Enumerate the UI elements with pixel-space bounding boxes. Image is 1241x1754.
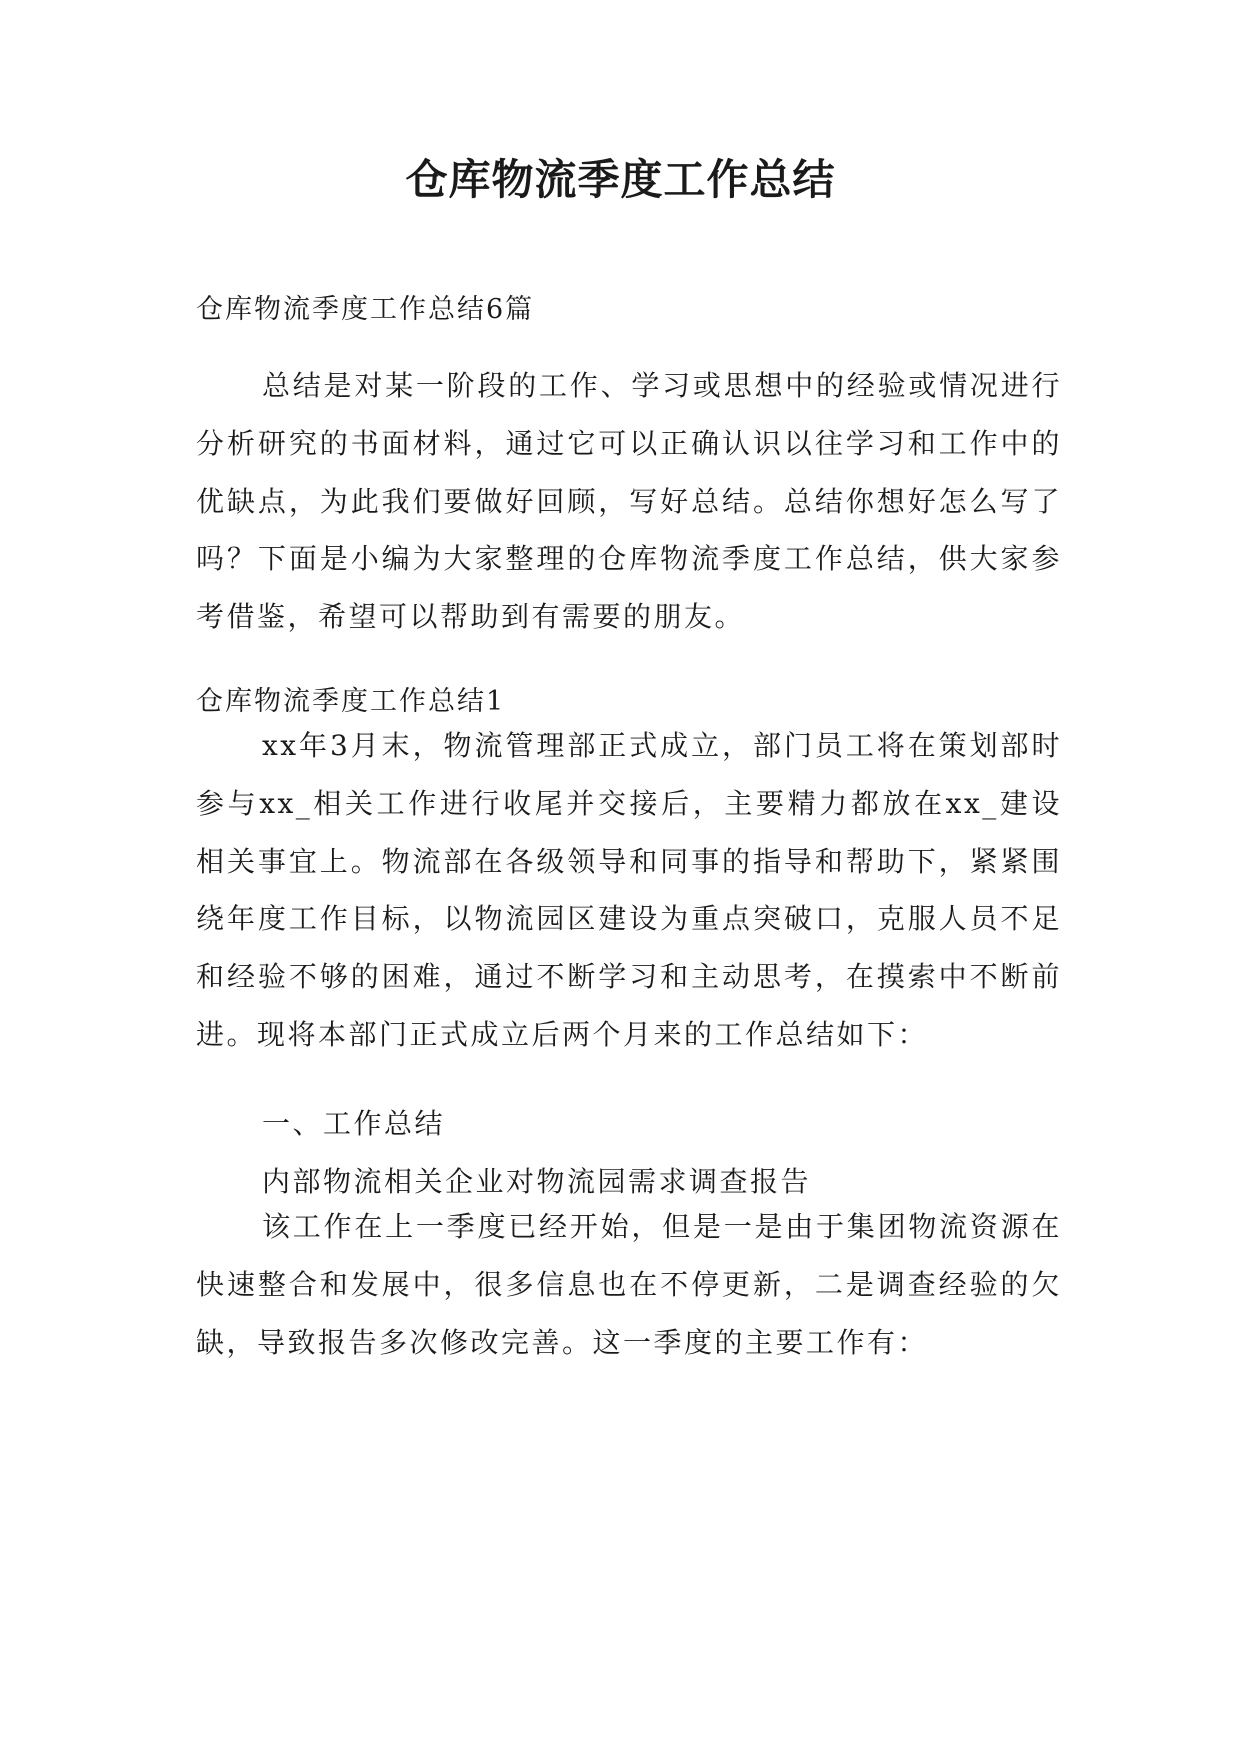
section-1-paragraph: xx年3月末，物流管理部正式成立，部门员工将在策划部时参与xx_相关工作进行收尾并交接后，主要精力都放在xx_建设相关事宜上。物流部在各级领导和同事的指导和帮助下，紧紧围绕年度工作目标，以物流园区建设为重点突破口，克服人员不足和经验不够的困难，通过不断学习和主动思考，在摸索中不断前进。现将本部门正式成立后两个月来的工作总结如下：: [196, 729, 1062, 1051]
document-title: 仓库物流季度工作总结: [405, 155, 836, 204]
part-1-item: 内部物流相关企业对物流园需求调查报告: [262, 1165, 812, 1198]
intro-paragraph: 总结是对某一阶段的工作、学习或思想中的经验或情况进行分析研究的书面材料，通过它可以正确认识以往学习和工作中的优缺点，为此我们要做好回顾，写好总结。总结你想好怎么写了吗？下面是小编为大家整理的仓库物流季度工作总结，供大家参考借鉴，希望可以帮助到有需要的朋友。: [196, 369, 1062, 634]
document-subtitle: 仓库物流季度工作总结6篇: [196, 294, 535, 325]
part-1-paragraph: 该工作在上一季度已经开始，但是一是由于集团物流资源在快速整合和发展中，很多信息也在不停更新，二是调查经验的欠缺，导致报告多次修改完善。这一季度的主要工作有：: [196, 1210, 1062, 1359]
section-heading-1: 仓库物流季度工作总结1: [196, 686, 506, 717]
part-1-heading: 一、工作总结: [262, 1107, 446, 1140]
